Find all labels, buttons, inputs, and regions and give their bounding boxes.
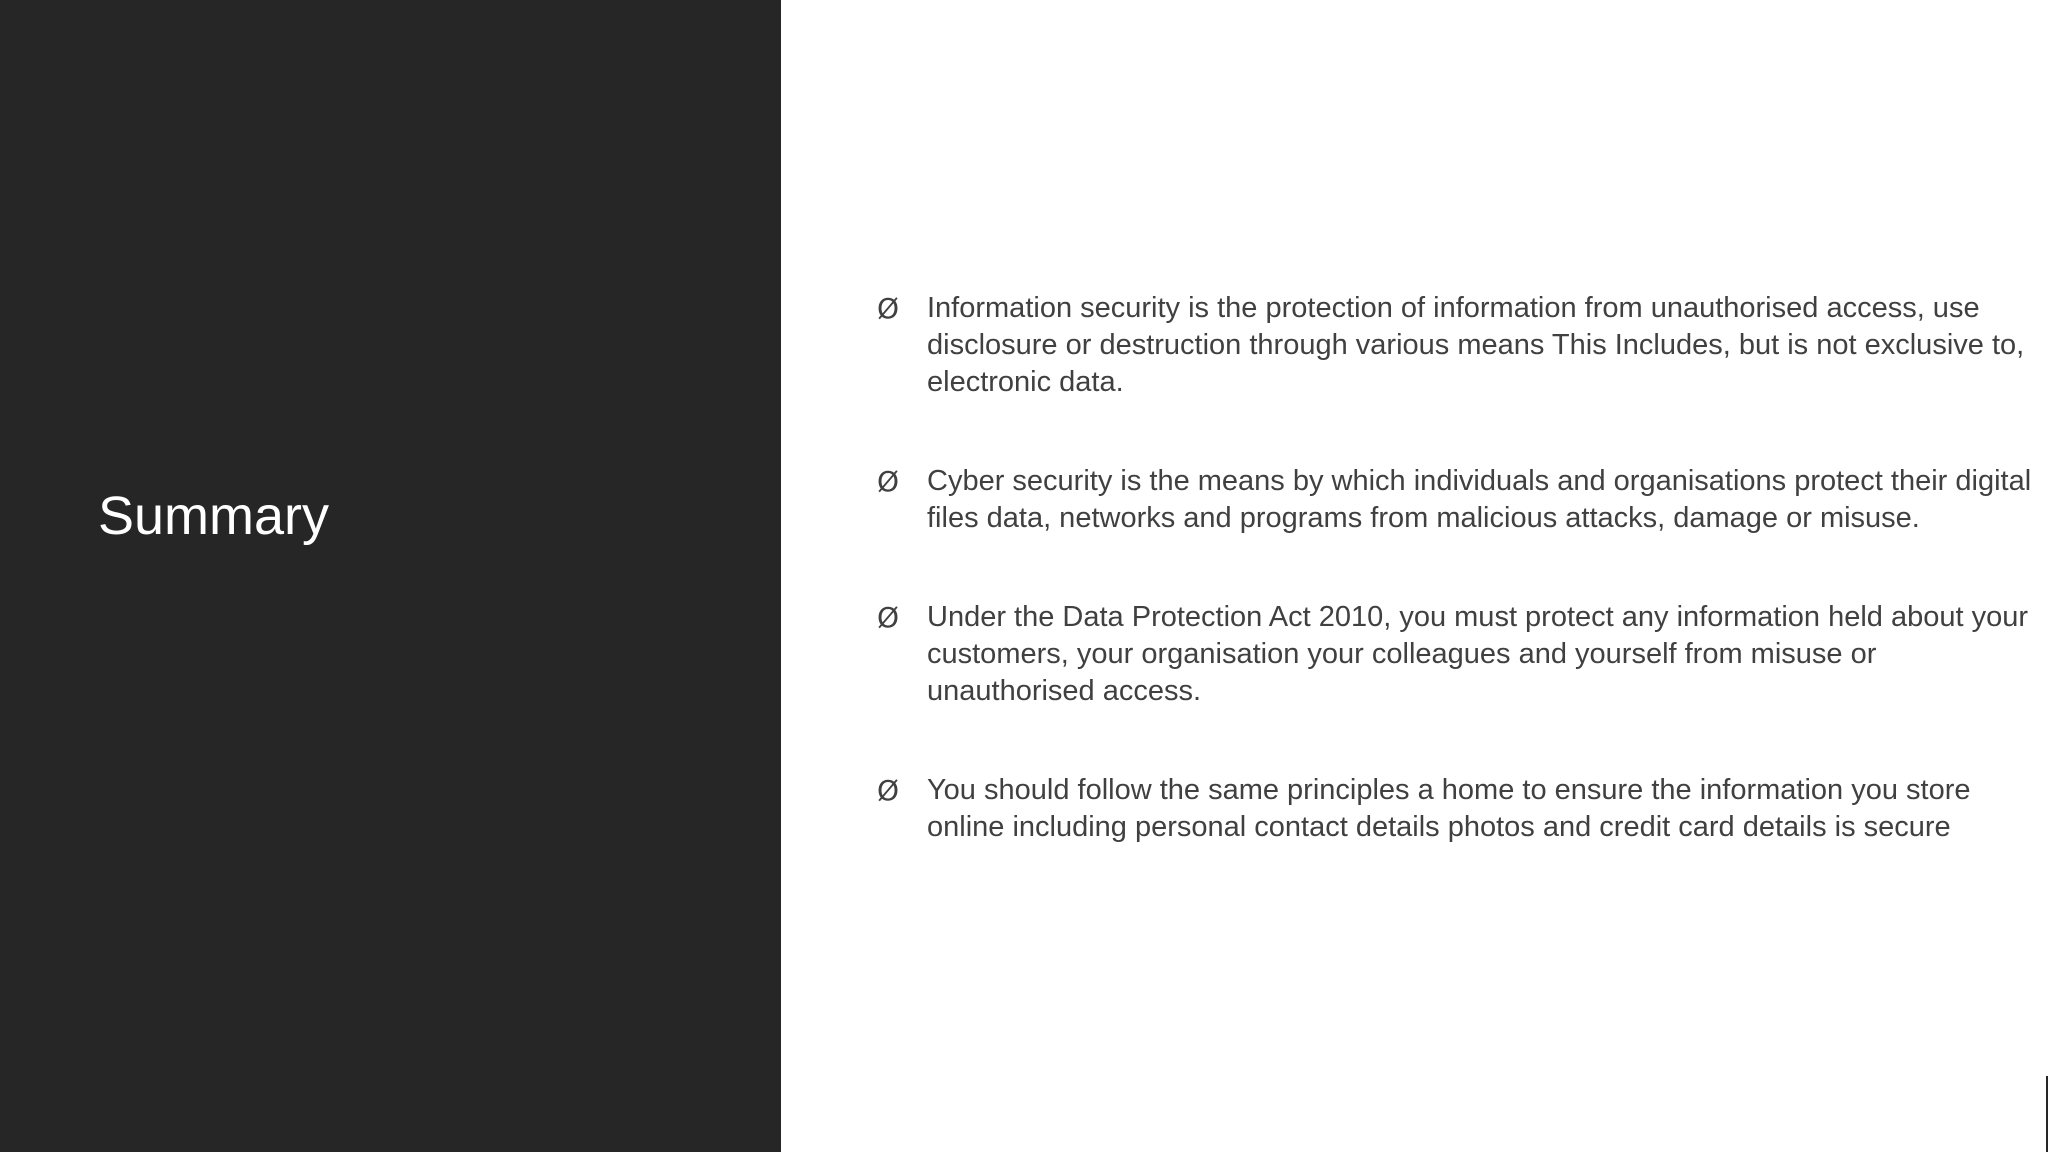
bullet-item — [877, 290, 2037, 401]
bullet-marker-icon: Ø — [877, 292, 900, 325]
bullet-marker-icon: Ø — [877, 601, 900, 634]
title-panel — [0, 0, 781, 1152]
bullet-text: Cyber security is the means by which individuals and organisations protect their digital files data, networks and programs from malicious attacks, damage or misuse. — [927, 465, 2032, 534]
bullet-item — [877, 772, 2037, 846]
bullet-text: Under the Data Protection Act 2010, you must protect any information held about your customers, your organisation your colleagues and yourself from misuse or unauthorised access. — [927, 601, 2029, 707]
slide-title: Summary — [98, 486, 330, 546]
bullet-list — [877, 290, 2037, 908]
bullet-item — [877, 599, 2037, 710]
bullet-item — [877, 463, 2037, 537]
content-panel — [781, 0, 2048, 1152]
bullet-marker-icon: Ø — [877, 465, 900, 498]
bullet-text: You should follow the same principles a home to ensure the information you store online including personal contact details photos and credit card details is secure — [927, 774, 1971, 843]
bullet-marker-icon: Ø — [877, 774, 900, 807]
bullet-text: Information security is the protection of information from unauthorised access, use disclosure or destruction through various means This Includes, but is not exclusive to, electronic data. — [927, 292, 2025, 398]
